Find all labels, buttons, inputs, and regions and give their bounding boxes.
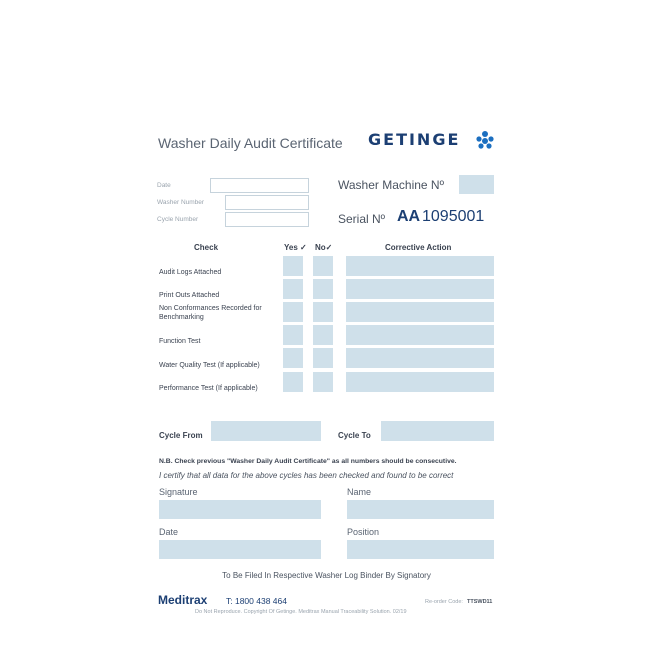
- getinge-star-icon: [474, 130, 496, 152]
- sign-date-label: Date: [159, 527, 179, 537]
- washer-number-field[interactable]: [225, 195, 309, 210]
- row-label-non-conformances: Non Conformances Recorded for Benchmarking: [159, 305, 262, 321]
- meditrax-logo: Meditrax: [158, 593, 208, 607]
- signature-field[interactable]: [159, 500, 321, 519]
- washer-machine-label: Washer Machine Nº: [338, 178, 444, 192]
- yes-box-non-conformances[interactable]: [283, 302, 303, 322]
- action-field-non-conformances[interactable]: [346, 302, 494, 322]
- row-label-audit-logs: Audit Logs Attached: [159, 269, 222, 276]
- nb-note: N.B. Check previous "Washer Daily Audit Certificate" as all numbers should be consecutive.: [159, 458, 457, 465]
- yes-box-print-outs[interactable]: [283, 279, 303, 299]
- no-box-performance-test[interactable]: [313, 372, 333, 392]
- row-label-performance-test: Performance Test (If applicable): [159, 385, 258, 392]
- cycle-from-label: Cycle From: [159, 431, 203, 440]
- corrective-action-header: Corrective Action: [385, 243, 452, 252]
- no-box-water-quality[interactable]: [313, 348, 333, 368]
- sign-date-field[interactable]: [159, 540, 321, 559]
- brand-name: GETINGE: [368, 130, 461, 149]
- no-box-function-test[interactable]: [313, 325, 333, 345]
- yes-box-water-quality[interactable]: [283, 348, 303, 368]
- action-field-function-test[interactable]: [346, 325, 494, 345]
- serial-label: Serial Nº: [338, 212, 386, 226]
- cycle-number-field[interactable]: [225, 212, 309, 227]
- row-label-water-quality: Water Quality Test (If applicable): [159, 362, 260, 369]
- yes-header: Yes ✓: [284, 243, 307, 252]
- position-field[interactable]: [347, 540, 494, 559]
- action-field-print-outs[interactable]: [346, 279, 494, 299]
- date-label: Date: [157, 182, 171, 189]
- brand-logo: [368, 130, 460, 152]
- position-label: Position: [347, 527, 380, 537]
- phone: T: 1800 438 464: [226, 596, 287, 606]
- signature-label: Signature: [159, 487, 198, 497]
- cycle-to-label: Cycle To: [338, 431, 371, 440]
- no-header: No✓: [315, 243, 333, 252]
- yes-box-performance-test[interactable]: [283, 372, 303, 392]
- washer-machine-field[interactable]: [459, 175, 494, 194]
- reorder-label: Re-order Code:: [425, 599, 463, 605]
- yes-box-audit-logs[interactable]: [283, 256, 303, 276]
- cycle-from-field[interactable]: [211, 421, 321, 441]
- copyright: Do Not Reproduce. Copyright Of Getinge. Meditrax Manual Traceability Solution. 02/19: [195, 609, 407, 615]
- filed-note: To Be Filed In Respective Washer Log Binder By Signatory: [222, 571, 431, 580]
- no-box-print-outs[interactable]: [313, 279, 333, 299]
- washer-number-label: Washer Number: [157, 199, 205, 206]
- row-label-function-test: Function Test: [159, 338, 201, 345]
- cycle-number-label: Cycle Number: [157, 216, 199, 223]
- action-field-performance-test[interactable]: [346, 372, 494, 392]
- cycle-to-field[interactable]: [381, 421, 494, 441]
- name-label: Name: [347, 487, 372, 497]
- date-field[interactable]: [210, 178, 309, 193]
- no-box-audit-logs[interactable]: [313, 256, 333, 276]
- name-field[interactable]: [347, 500, 494, 519]
- check-header: Check: [194, 243, 219, 252]
- action-field-water-quality[interactable]: [346, 348, 494, 368]
- reorder-code: TTSWD11: [467, 599, 493, 605]
- row-label-print-outs: Print Outs Attached: [159, 292, 220, 299]
- document-title: Washer Daily Audit Certificate: [158, 135, 343, 151]
- serial-number: 1095001: [422, 208, 485, 225]
- action-field-audit-logs[interactable]: [346, 256, 494, 276]
- certify-note: I certify that all data for the above cycles has been checked and found to be correct: [159, 471, 454, 480]
- yes-box-function-test[interactable]: [283, 325, 303, 345]
- no-box-non-conformances[interactable]: [313, 302, 333, 322]
- serial-prefix: AA: [397, 208, 421, 225]
